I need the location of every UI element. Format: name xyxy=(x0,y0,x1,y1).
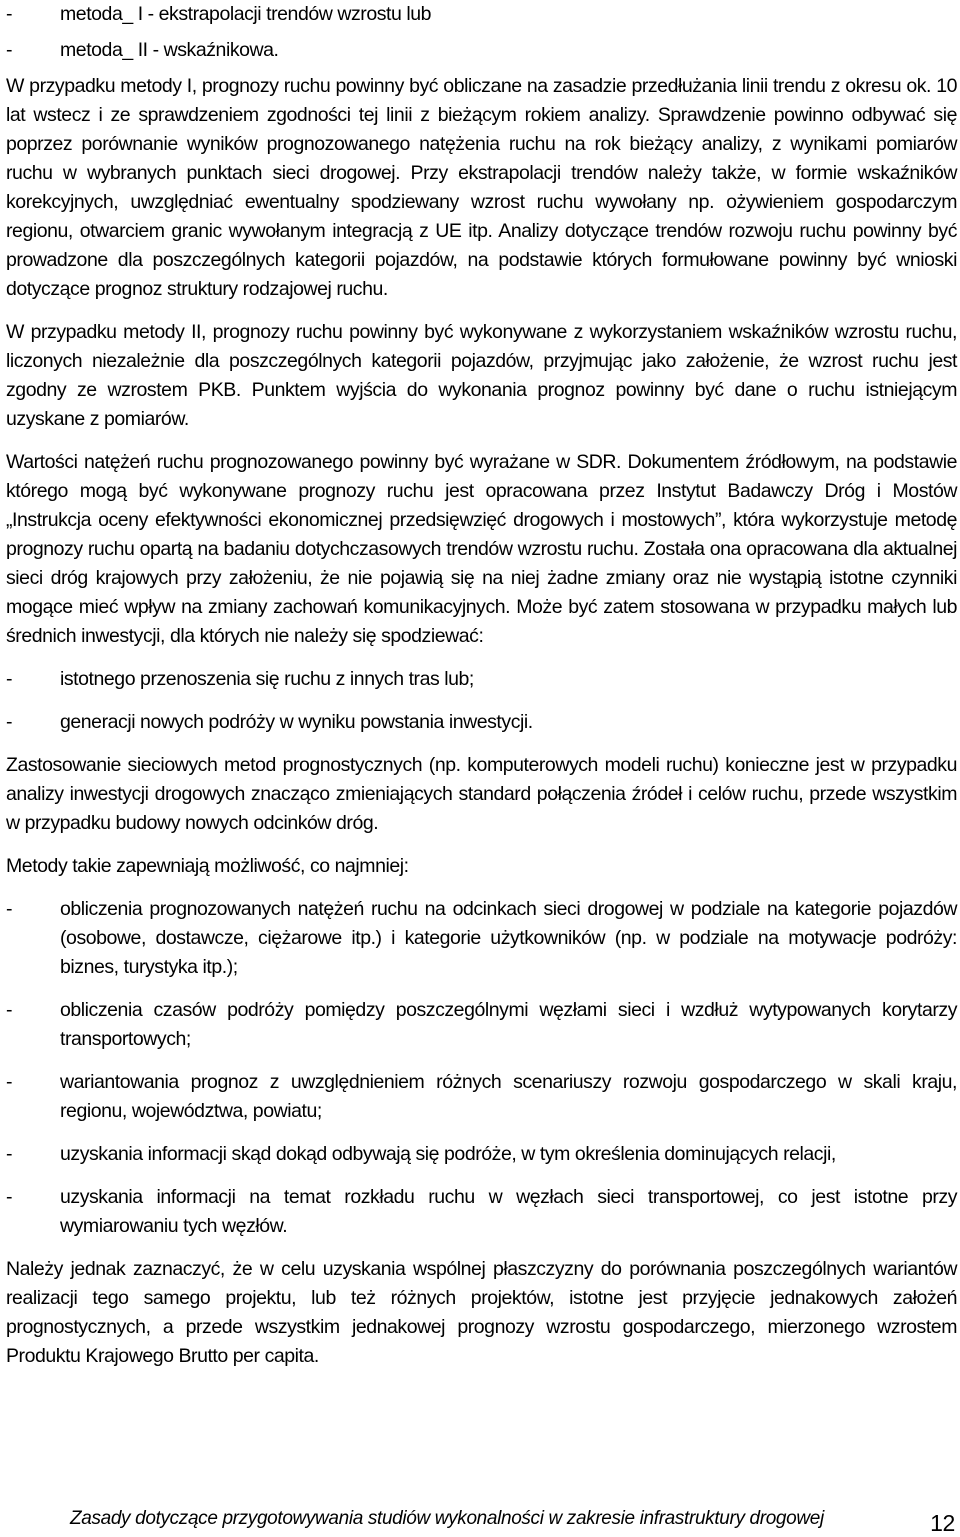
intro-bullet-2 xyxy=(6,36,957,65)
bullet-text: obliczenia czasów podróży pomiędzy poszczególnymi węzłami sieci i wzdłuż wytypowanych korytarzy transportowych; xyxy=(60,999,957,1050)
bullet-marker: - xyxy=(6,898,13,920)
list-item-travel-times xyxy=(6,996,957,1054)
bullet-text: obliczenia prognozowanych natężeń ruchu na odcinkach sieci drogowej w podziale na kategorie pojazdów (osobowe, dostawcze, ciężarowe itp.) i kategorie użytkowników (np. w podziale na motywacje podróży: biznes, turystyka itp.); xyxy=(60,898,957,978)
bullet-text: metoda_ I - ekstrapolacji trendów wzrostu lub xyxy=(60,3,432,25)
paragraph-method-one: W przypadku metody I, prognozy ruchu powinny być obliczane na zasadzie przedłużania linii trendu z okresu ok. 10 lat wstecz i ze sprawdzeniem zgodności tej linii z bieżącym rokiem analizy. Sprawdzenie powinno odbywać się poprzez porównanie wyników prognozowanego natężenia ruchu na rok bieżący analizy, z wynikami pomiarów ruchu w wybranych punktach sieci drogowej. Przy ekstrapolacji trendów należy także, w formie wskaźników korekcyjnych, uwzględniać ewentualny spodziewany wzrost ruchu wywołany np. ożywieniem gospodarczym regionu, otwarciem granic wywołanym integracją z UE itp. Analizy dotyczące trendów rozwoju ruchu powinny być prowadzone dla poszczególnych kategorii pojazdów, na podstawie których formułowane powinny być wnioski dotyczące prognoz struktury rodzajowej ruchu. xyxy=(6,75,957,300)
bullet-marker: - xyxy=(6,1143,13,1165)
bullet-marker: - xyxy=(6,39,13,61)
bullet-text: istotnego przenoszenia się ruchu z innych tras lub; xyxy=(60,668,474,690)
list-item-traffic-shift xyxy=(6,665,957,694)
bullet-marker: - xyxy=(6,1186,13,1208)
intro-bullet-1 xyxy=(6,0,957,29)
page-footer xyxy=(70,1508,955,1536)
list-item-junction-distribution xyxy=(6,1183,957,1241)
bullet-marker: - xyxy=(6,3,13,25)
page-number: 12 xyxy=(930,1510,955,1536)
bullet-marker: - xyxy=(6,999,13,1021)
document-body xyxy=(6,0,957,1371)
bullet-text: generacji nowych podróży w wyniku powstania inwestycji. xyxy=(60,711,533,733)
bullet-text: uzyskania informacji na temat rozkładu ruchu w węzłach sieci transportowej, co jest istotne przy wymiarowaniu tych węzłów. xyxy=(60,1186,957,1237)
bullet-text: wariantowania prognoz z uwzględnieniem różnych scenariuszy rozwoju gospodarczego w skali kraju, regionu, województwa, powiatu; xyxy=(60,1071,957,1122)
paragraph-method-two: W przypadku metody II, prognozy ruchu powinny być wykonywane z wykorzystaniem wskaźników wzrostu ruchu, liczonych niezależnie dla poszczególnych kategorii pojazdów, przyjmując jako założenie, że wzrost ruchu jest zgodny ze wzrostem PKB. Punktem wyjścia do wykonania prognoz powinny być dane o ruchu istniejącym uzyskane z pomiarów. xyxy=(6,321,957,430)
bullet-marker: - xyxy=(6,668,13,690)
bullet-text: metoda_ II - wskaźnikowa. xyxy=(60,39,279,61)
bullet-text: uzyskania informacji skąd dokąd odbywają się podróże, w tym określenia dominujących relacji, xyxy=(60,1143,836,1165)
list-item-new-trips xyxy=(6,708,957,737)
paragraph-sdr-values: Wartości natężeń ruchu prognozowanego powinny być wyrażane w SDR. Dokumentem źródłowym, na podstawie którego mogą być wykonywane prognozy ruchu jest opracowana przez Instytut Badawczy Dróg i Mostów „Instrukcja oceny efektywności ekonomicznej przedsięwzięć drogowych i mostowych”, która wykorzystuje metodę prognozy ruchu opartą na badaniu dotychczasowych trendów wzrostu ruchu. Została ona opracowana dla aktualnej sieci dróg krajowych przy założeniu, że nie pojawią się na niej żadne zmiany oraz nie wystąpią istotne czynniki mogące mieć wpływ na zmiany zachowań komunikacyjnych. Może być zatem stosowana w przypadku małych lub średnich inwestycji, dla których nie należy się spodziewać: xyxy=(6,451,957,647)
paragraph-common-assumptions: Należy jednak zaznaczyć, że w celu uzyskania wspólnej płaszczyzny do porównania poszczególnych wariantów realizacji tego samego projektu, lub też różnych projektów, istotne jest przyjęcie jednakowych założeń prognostycznych, a przede wszystkim jednakowej prognozy wzrostu gospodarczego, mierzonego wzrostem Produktu Krajowego Brutto per capita. xyxy=(6,1258,957,1367)
list-item-volume-calculation xyxy=(6,895,957,982)
paragraph-network-methods: Zastosowanie sieciowych metod prognostycznych (np. komputerowych modeli ruchu) konieczne jest w przypadku analizy inwestycji drogowych znacząco zmieniających standard połączenia źródeł i celów ruchu, przede wszystkim w przypadku budowy nowych odcinków dróg. xyxy=(6,754,957,834)
bullet-marker: - xyxy=(6,1071,13,1093)
list-item-origin-destination xyxy=(6,1140,957,1169)
bullet-marker: - xyxy=(6,711,13,733)
list-item-scenario-variants xyxy=(6,1068,957,1126)
footer-title: Zasady dotyczące przygotowywania studiów wykonalności w zakresie infrastruktury drogowej xyxy=(70,1508,824,1529)
paragraph-methods-provide: Metody takie zapewniają możliwość, co najmniej: xyxy=(6,855,409,877)
